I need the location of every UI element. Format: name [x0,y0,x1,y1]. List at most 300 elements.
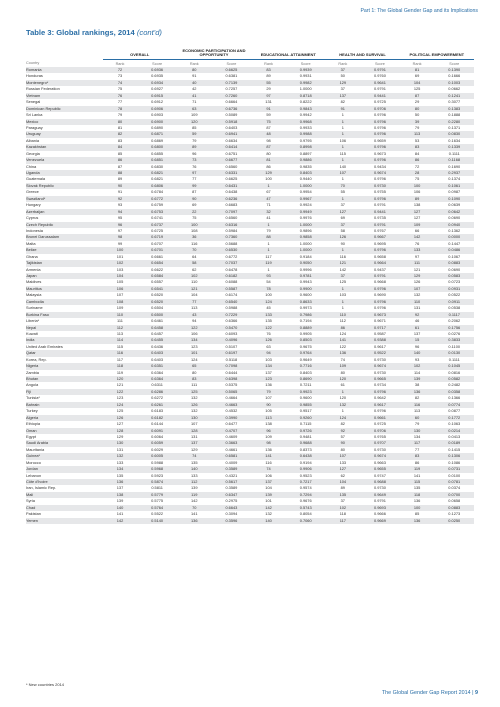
score-cell: 0.6064 [151,433,164,439]
score-cell: 0.8503 [286,337,325,343]
rank-cell: 75 [117,86,123,92]
score-cell: 0.1756 [434,325,474,331]
score-cell: 0.3833 [434,337,474,343]
rank-cell: 114 [103,337,138,343]
rank-cell: 37 [325,273,360,279]
score-cell: 0.1067 [448,253,461,259]
rank-cell: 73 [177,157,212,163]
score-cell: 0.1888 [448,112,461,118]
column-header-row [26,60,474,68]
rank-cell: 70 [325,183,360,189]
score-cell: 0.6457 [151,330,164,336]
country-cell: Kazakhstan [26,144,103,150]
rank-cell: 136 [103,479,138,485]
rank-cell: 109 [116,305,124,311]
rank-cell: 119 [251,260,286,266]
rank-cell: 88 [251,234,286,240]
rank-cell: 102 [325,505,360,511]
rank-cell: 87 [251,144,286,150]
rank-cell: 98 [103,234,138,240]
rank-cell: 142 [339,266,347,272]
rank-cell: 134 [251,363,286,369]
score-cell: 0.6366 [225,318,238,324]
score-cell: 0.6540 [212,299,251,305]
rank-cell: 1 [325,299,360,305]
score-cell: 0.0538 [448,305,461,311]
rank-cell: 123 [191,343,198,349]
rank-cell: 131 [413,305,421,311]
rank-cell: 129 [191,446,198,452]
rank-cell: 111 [117,318,123,324]
rank-cell: 140 [251,518,286,524]
score-cell: 0.5775 [151,498,164,504]
score-cell: 0.9730 [373,485,386,491]
rank-cell: 110 [400,299,435,305]
score-cell: 0.7716 [286,363,325,369]
rank-cell: 92 [400,312,435,318]
score-cell: 0.7060 [286,518,325,524]
score-cell: 0.5065 [212,389,251,395]
score-cell: 0.6455 [137,337,176,343]
rank-cell: 135 [265,318,272,324]
rank-cell: 142 [191,498,198,504]
rank-cell: 103 [265,356,272,362]
score-cell: 0.2062 [448,318,461,324]
rank-cell: 1 [325,196,360,202]
rank-cell: 40 [177,80,212,86]
country-cell: Honduras [26,73,43,79]
score-cell: 0.6890 [151,124,164,130]
rank-cell: 106 [265,472,272,478]
rank-cell: 103 [339,292,347,298]
score-cell: 0.0522 [448,292,461,298]
score-cell: 0.0723 [448,279,461,285]
score-cell: 0.5688 [225,240,238,246]
country-cell: Romania [26,67,103,73]
country-cell: Mauritius [26,286,103,292]
rank-cell: 37 [325,222,360,228]
score-cell: 0.9725 [373,99,386,105]
rank-cell: 82 [340,99,345,105]
rank-cell: 41 [266,215,271,221]
score-cell: 0.6477 [225,421,238,427]
rank-cell: 93 [251,273,286,279]
score-cell: 0.9968 [286,119,325,125]
country-cell: Maldives [26,279,42,285]
rank-cell: 62 [192,266,197,272]
rank-cell: 29 [414,99,420,105]
country-cell: Uganda [26,170,103,176]
score-cell: 0.8897 [299,150,312,156]
score-cell: 0.1339 [434,144,474,150]
rank-cell: 87 [266,124,271,130]
score-cell: 0.6530 [212,247,251,253]
country-cell: Cambodia [26,299,103,305]
rank-cell: 29 [266,86,271,92]
score-cell: 0.0774 [434,402,474,408]
score-cell: 0.9755 [373,189,386,195]
rank-cell: 86 [266,163,271,169]
score-cell: 0.5118 [225,356,238,362]
rank-cell: 127 [325,209,360,215]
score-cell: 0.1241 [434,93,474,99]
score-cell: 0.9726 [286,428,325,434]
score-cell: 0.3589 [225,485,238,491]
score-cell: 0.9649 [360,492,399,498]
rank-cell: 76 [192,163,197,169]
country-cell: Morocco [26,459,41,465]
group-header-economic: ECONOMIC PARTICIPATION AND OPPORTUNITY [177,44,251,60]
rank-cell: 130 [177,415,212,421]
country-cell: Saudi Arabia [26,440,103,446]
score-cell: 0.6719 [137,234,176,240]
rank-cell: 1 [325,286,360,292]
rank-cell: 136 [325,350,360,356]
score-cell: 0.1063 [448,421,461,427]
score-cell: 0.9781 [286,273,325,279]
rank-cell: 1 [251,222,286,228]
score-cell: 0.9688 [286,440,325,446]
country-cell: Mauritania [26,446,45,452]
rank-cell: 103 [116,266,124,272]
rank-cell: 124 [251,299,286,305]
score-cell: 0.8373 [299,446,312,452]
score-cell: 0.9760 [373,73,386,79]
rank-cell: 71 [192,99,197,105]
score-cell: 0.2280 [434,119,474,125]
score-cell: 0.9434 [373,163,386,169]
rank-cell: 102 [103,260,138,266]
rank-cell: 78 [103,106,138,112]
rank-cell: 88 [103,170,138,176]
score-cell: 0.9522 [360,350,399,356]
rank-cell: 118 [339,511,346,517]
score-cell: 0.1390 [434,67,474,73]
rank-cell: 117 [116,356,124,362]
rank-cell: 83 [117,137,123,143]
rank-cell: 91 [117,189,123,195]
footer-separator: | [472,690,475,696]
rank-cell: 123 [251,376,286,382]
rank-cell: 137 [325,93,360,99]
rank-cell: 107 [400,286,435,292]
score-cell: 0.0662 [448,86,461,92]
score-cell: 0.9671 [373,318,386,324]
score-cell: 0.9906 [286,466,325,472]
score-cell: 0.0931 [434,286,474,292]
rank-cell: 59 [266,112,271,118]
score-cell: 0.6438 [225,189,238,195]
score-cell: 0.9835 [299,163,312,169]
rank-cell: 1 [341,112,344,118]
score-cell: 0.0100 [448,472,461,478]
score-cell: 0.5811 [151,485,163,491]
rank-cell: 90 [177,196,212,202]
rank-cell: 113 [191,305,198,311]
global-rankings-table [26,44,474,524]
country-cell: Albania [26,137,39,143]
score-cell: 0.6677 [212,157,251,163]
score-cell: 0.0816 [448,369,461,375]
rank-cell: 94 [103,209,138,215]
score-cell: 0.6869 [151,137,164,143]
country-cell: Liberia* [26,318,40,324]
score-cell: 0.6144 [151,421,164,427]
column-header: Score [449,61,460,66]
rank-cell: 106 [413,189,421,195]
rank-cell: 133 [191,472,198,478]
country-cell: Vietnam [26,93,103,99]
score-cell: 0.0877 [448,408,461,414]
rank-cell: 116 [191,240,198,246]
column-header: Country [26,61,40,66]
score-cell: 0.9791 [373,498,386,504]
rank-cell: 115 [400,479,435,485]
rank-cell: 28 [400,170,435,176]
rank-cell: 53 [414,137,420,143]
score-cell: 0.1003 [434,80,474,86]
score-cell: 0.9184 [299,253,312,259]
score-cell: 0.8889 [286,325,325,331]
rank-cell: 99 [117,240,123,246]
country-cell: Yemen [26,518,103,524]
rank-cell: 105 [116,279,124,285]
score-cell: 0.3663 [212,440,251,446]
column-header: Rank [412,61,422,66]
score-cell: 0.5988 [151,459,164,465]
score-cell: 0.6414 [212,144,251,150]
rank-cell: 131 [116,446,124,452]
rank-cell: 97 [414,253,420,259]
country-cell: Swaziland* [26,196,103,202]
country-cell: Georgia [26,150,40,156]
score-cell: 0.9659 [373,137,386,143]
country-cell: Indonesia [26,227,43,233]
rank-cell: 80 [340,446,345,452]
score-cell: 0.9796 [360,286,399,292]
score-cell: 0.6941 [212,131,251,137]
score-cell: 0.9943 [299,279,312,285]
score-cell: 0.9663 [373,459,386,465]
country-cell: Burkina Faso [26,312,103,318]
rank-cell: 136 [413,498,421,504]
score-cell: 0.0358 [434,389,474,395]
rank-cell: 132 [191,408,198,414]
rank-cell: 112 [177,479,212,485]
country-cell: Uruguay [26,131,103,137]
rank-cell: 100 [400,505,435,511]
rank-cell: 113 [251,415,286,421]
column-header: Score [226,61,237,66]
rank-cell: 97 [177,170,212,176]
score-cell: 0.6851 [137,157,176,163]
rank-cell: 1 [267,266,270,272]
rank-cell: 61 [340,382,345,388]
rank-cell: 137 [265,369,272,375]
score-cell: 0.9688 [360,479,399,485]
page-footer [382,690,478,696]
score-cell: 0.6737 [137,222,176,228]
score-cell: 0.9676 [299,498,312,504]
score-cell: 0.9617 [373,343,386,349]
country-cell: Nigeria [26,363,103,369]
rank-cell: 116 [400,402,435,408]
score-cell: 0.6560 [225,215,238,221]
score-cell: 0.8403 [286,170,325,176]
score-cell: 0.6625 [225,176,238,182]
column-header: Score [152,61,163,66]
score-cell: 0.3094 [225,511,238,517]
rank-cell: 124 [339,330,347,336]
rank-cell: 22 [177,209,212,215]
rank-cell: 101 [177,350,212,356]
rank-cell: 79 [251,389,286,395]
score-cell: 0.9695 [373,240,386,246]
rank-cell: 98 [266,137,271,143]
country-cell: Cyprus [26,215,39,221]
score-cell: 0.6286 [137,389,176,395]
rank-cell: 80 [177,67,212,73]
rank-cell: 89 [266,73,271,79]
rank-cell: 142 [400,234,435,240]
country-cell: Japan [26,273,103,279]
rank-cell: 63 [266,343,271,349]
rank-cell: 138 [103,492,138,498]
score-cell: 0.6236 [212,196,251,202]
rank-cell: 86 [103,157,138,163]
score-cell: 0.0690 [448,215,461,221]
rank-cell: 135 [116,472,124,478]
rank-cell: 127 [400,209,435,215]
rank-cell: 131 [191,433,198,439]
rank-cell: 77 [177,299,212,305]
score-cell: 0.9674 [360,363,399,369]
rank-cell: 57 [340,433,345,439]
score-cell: 1.0000 [299,86,312,92]
score-cell: 0.6182 [212,273,251,279]
score-cell: 0.9661 [360,415,399,421]
score-cell: 1.0000 [286,183,325,189]
rank-cell: 136 [400,518,435,524]
rank-cell: 61 [400,325,435,331]
country-cell: Fiji [26,389,103,395]
rank-cell: 93 [414,356,420,362]
rank-cell: 140 [177,466,212,472]
score-cell: 0.4096 [212,337,251,343]
score-cell: 0.9764 [286,350,325,356]
rank-cell: 1 [325,247,360,253]
score-cell: 0.6351 [137,363,176,369]
score-cell: 1.0000 [286,247,325,253]
score-cell: 0.9896 [299,227,312,233]
score-cell: 0.9858 [286,234,325,240]
score-cell: 0.7139 [212,80,251,86]
score-cell: 0.9675 [299,343,312,349]
rank-cell: 132 [191,395,198,401]
score-cell: 0.2937 [434,170,474,176]
rank-cell: 1 [325,119,360,125]
score-cell: 0.6927 [151,86,164,92]
rank-cell: 124 [103,402,138,408]
rank-cell: 105 [265,408,272,414]
rank-cell: 36 [177,234,212,240]
score-cell: 0.6725 [151,227,164,233]
rank-cell: 106 [103,286,138,292]
score-cell: 0.9706 [360,106,399,112]
score-cell: 0.6821 [137,170,176,176]
rank-cell: 118 [400,492,435,498]
score-cell: 0.9517 [299,408,312,414]
score-cell: 0.3077 [448,99,461,105]
rank-cell: 90 [325,440,360,446]
rank-cell: 107 [116,292,124,298]
column-header: Score [300,61,311,66]
rank-cell: 96 [103,222,138,228]
score-cell: 0.1634 [448,137,461,143]
score-cell: 0.9923 [286,389,325,395]
score-cell: 0.9996 [299,266,312,272]
score-cell: 0.5918 [212,119,251,125]
rank-cell: 138 [413,202,421,208]
score-cell: 0.6634 [225,137,238,143]
column-header: Rank [338,61,348,66]
rank-cell: 125 [177,389,212,395]
rank-cell: 74 [177,453,212,459]
rank-cell: 111 [191,382,198,388]
score-cell: 0.6664 [225,99,238,105]
score-cell: 0.9725 [373,421,386,427]
rank-cell: 67 [266,189,271,195]
score-cell: 0.6741 [151,215,164,221]
country-cell: Belize [26,247,103,253]
rank-cell: 95 [117,215,123,221]
rank-cell: 107 [191,421,198,427]
score-cell: 0.6751 [225,150,238,156]
rank-cell: 80 [400,106,435,112]
rank-cell: 119 [177,492,212,498]
rank-cell: 132 [265,511,272,517]
rank-cell: 78 [251,286,286,292]
rank-cell: 102 [400,363,435,369]
rank-cell: 123 [116,395,124,401]
rank-cell: 125 [116,408,124,414]
rank-cell: 77 [414,446,420,452]
rank-cell: 1 [341,176,344,182]
rank-cell: 107 [325,453,360,459]
rank-cell: 84 [103,144,138,150]
score-cell: 0.0781 [434,479,474,485]
score-cell: 0.6541 [137,286,176,292]
rank-cell: 120 [325,376,360,382]
score-cell: 0.9730 [373,369,386,375]
rank-cell: 126 [177,402,212,408]
rank-cell: 1 [267,240,270,246]
country-cell: Bahrain [26,402,103,408]
score-cell: 0.7217 [286,479,325,485]
rank-cell: 37 [340,86,345,92]
rank-cell: 82 [340,421,345,427]
score-cell: 0.6736 [212,106,251,112]
rank-cell: 97 [251,93,286,99]
score-cell: 0.9617 [360,402,399,408]
score-cell: 0.6707 [151,240,164,246]
score-cell: 0.1045 [434,363,474,369]
table-row [26,518,474,524]
score-cell: 0.6581 [212,453,251,459]
score-cell: 0.9664 [360,260,399,266]
score-cell: 0.9674 [360,453,399,459]
rank-cell: 135 [413,485,421,491]
